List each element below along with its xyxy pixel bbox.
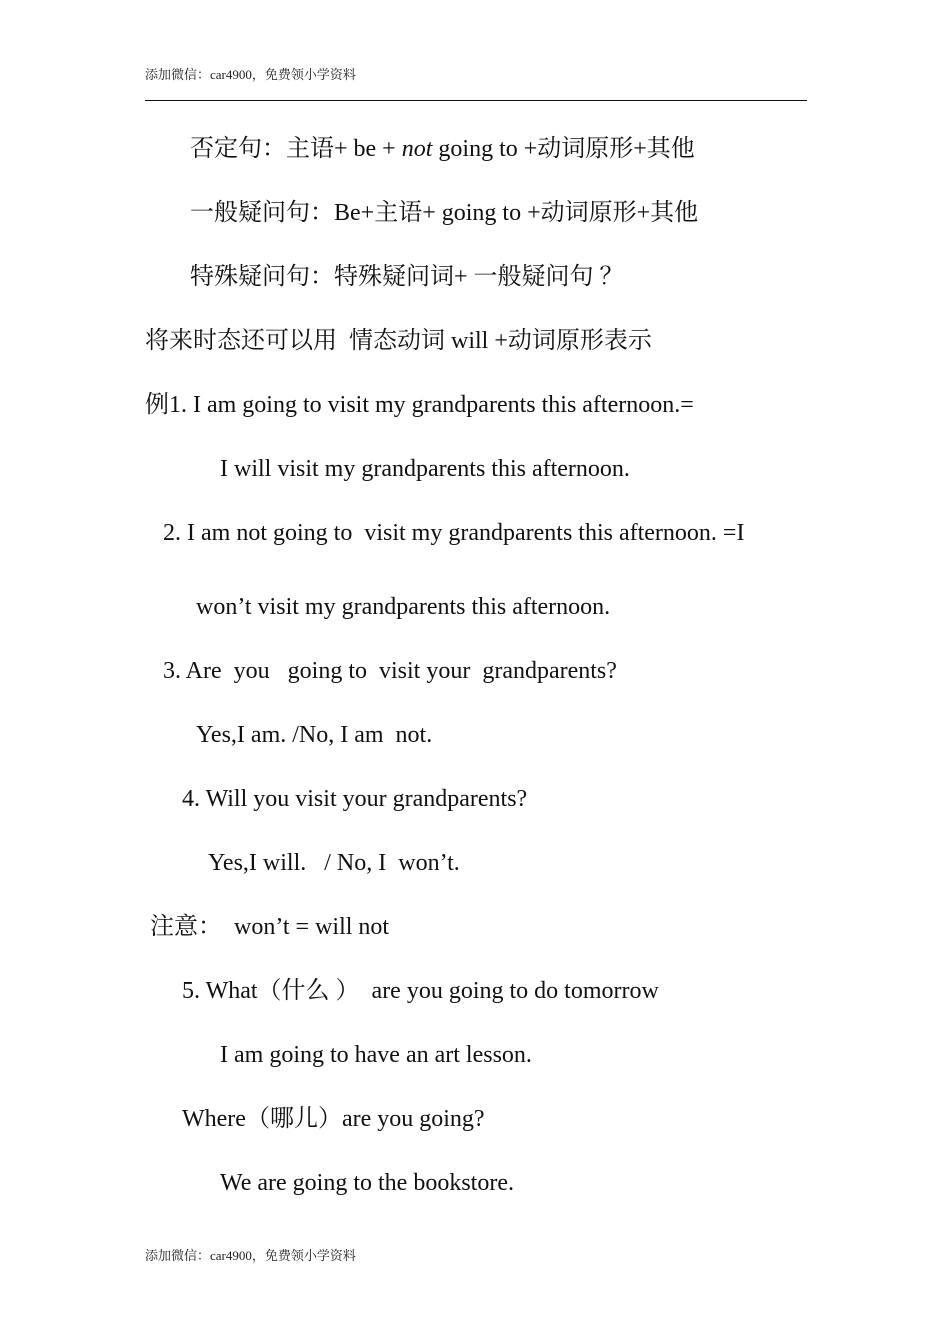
example-2-going-to: 2. I am not going to visit my grandparents this afternoon. =I bbox=[163, 520, 745, 546]
example-5-answer: I am going to have an art lesson. bbox=[220, 1042, 532, 1068]
header-divider bbox=[145, 100, 807, 101]
example-2-will: won’t visit my grandparents this afternoon. bbox=[196, 594, 611, 620]
where-question: Where（哪儿）are you going? bbox=[182, 1106, 485, 1132]
negative-rule-end: going to +动词原形+其他 bbox=[432, 136, 695, 162]
future-will-rule: 将来时态还可以用 情态动词 will +动词原形表示 bbox=[145, 328, 652, 354]
negative-sentence-rule bbox=[190, 134, 695, 164]
example-1-will: I will visit my grandparents this afternoon. bbox=[220, 456, 630, 482]
example-3-question: 3. Are you going to visit your grandparents? bbox=[163, 658, 617, 684]
note-wont: 注意： won’t = will not bbox=[150, 914, 390, 940]
example-4-question: 4. Will you visit your grandparents? bbox=[182, 786, 528, 812]
page-header: 添加微信：car4900，免费领小学资料 bbox=[145, 67, 356, 82]
negative-rule-not: not bbox=[401, 136, 433, 162]
example-1-going-to: 例1. I am going to visit my grandparents this afternoon.= bbox=[145, 392, 694, 418]
where-answer: We are going to the bookstore. bbox=[220, 1170, 514, 1196]
example-3-answer: Yes,I am. /No, I am not. bbox=[196, 722, 433, 748]
negative-rule-start: 否定句：主语+ be + bbox=[190, 136, 402, 162]
general-question-rule: 一般疑问句：Be+主语+ going to +动词原形+其他 bbox=[190, 200, 699, 226]
special-question-rule: 特殊疑问句：特殊疑问词+ 一般疑问句 ？ bbox=[190, 264, 624, 290]
example-5-question: 5. What（什么 ） are you going to do tomorrow bbox=[182, 978, 659, 1004]
page-footer: 添加微信：car4900，免费领小学资料 bbox=[145, 1248, 356, 1263]
example-4-answer: Yes,I will. / No, I won’t. bbox=[208, 850, 460, 876]
